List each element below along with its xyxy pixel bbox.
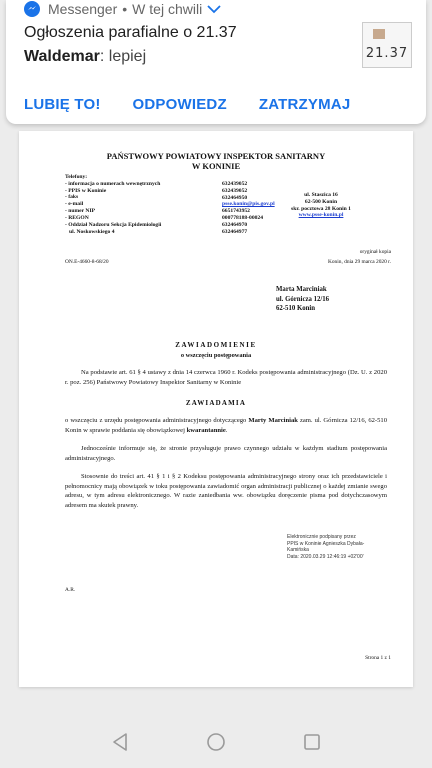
- contact-row: - REGON: [65, 214, 89, 221]
- address-line: 62-500 Konin: [304, 198, 338, 205]
- address-block: [291, 192, 351, 219]
- reply-button[interactable]: ODPOWIEDZ: [132, 96, 227, 113]
- chevron-down-icon[interactable]: [207, 4, 221, 14]
- contact-row: ul. Noskowskiego 4: [69, 228, 115, 235]
- contact-value: 000778188-00024: [222, 215, 264, 222]
- contact-row: - numer NIP: [65, 208, 96, 215]
- notification-message: [24, 48, 146, 66]
- paragraph-participation: Jednocześnie informuje się, że stronie przysługuje prawo czynnego udziału w każdym stadium postępowania administracyjnego.: [65, 445, 387, 462]
- case-reference: ON.E-4660-8-68/20: [65, 259, 109, 265]
- contact-value: [222, 201, 275, 208]
- contact-row: - faks: [65, 194, 79, 201]
- original-copy-label: oryginał kopia: [359, 249, 391, 255]
- notification-actions: [24, 96, 350, 113]
- app-name: Messenger: [48, 1, 118, 17]
- contact-row: - informacja o numerach wewnętrznych: [65, 180, 161, 187]
- phones-values: [222, 181, 275, 236]
- doc-header-line2: W KONINIE: [191, 161, 241, 171]
- quarantine-text: kwarantannie: [186, 426, 226, 434]
- phones-block: [65, 174, 161, 235]
- contact-value: 6651743952: [222, 208, 250, 215]
- system-nav-bar: [0, 716, 432, 768]
- phones-label: Telefony:: [65, 174, 88, 180]
- address-line: skr. pocztowa 28 Konin 1: [291, 205, 351, 212]
- website-link[interactable]: www.psse-konin.pl: [298, 212, 344, 219]
- notice-subtitle: o wszczęciu postępowania: [180, 352, 252, 359]
- sender-name: Waldemar: [24, 48, 100, 65]
- contact-row: - e-mail: [65, 201, 84, 208]
- separator: •: [122, 1, 128, 17]
- contact-row: - PPIS w Koninie: [65, 187, 107, 194]
- document-date: Konin, dnia 29 marca 2020 r.: [327, 259, 391, 265]
- notification-title: Ogłoszenia parafialne o 21.37: [24, 24, 237, 41]
- contact-value: 632439052: [222, 181, 248, 187]
- contact-value: 632464970: [222, 221, 248, 228]
- contact-row: - Oddział Nadzoru Sekcja Epidemiologii: [65, 221, 162, 228]
- message-text: : lepiej: [99, 48, 147, 65]
- doc-header-line1: PAŃSTWOWY POWIATOWY INSPEKTOR SANITARNY: [106, 151, 326, 161]
- recipient-name: Marta Marciniak: [276, 286, 327, 293]
- document-page: [19, 131, 413, 687]
- page-number: Strona 1 z 1: [365, 655, 391, 661]
- notice-title: ZAWIADOMIENIE: [175, 341, 257, 349]
- email-link[interactable]: psse.konin@pis.gov.pl: [222, 201, 275, 208]
- subject-name: Marty Marciniak: [248, 417, 298, 424]
- messenger-icon: [24, 1, 40, 17]
- paragraph-address-duty: Stosownie do treści art. 41 § 1 i § 2 Kodeksu postępowania administracyjnego strony oraz ich przedstawiciele i pełnomocnicy mają obowiązek w toku postępowania zawiadomić organ administracji publicznej o każdej zmianie swego adresu, w tym adresu elektronicznego. W razie zaniedbania ww. obowiązku doręczenie pisma pod dotychczasowym adresem ma skutek prawny.: [65, 473, 387, 509]
- recipient-block: [276, 285, 329, 314]
- recents-icon[interactable]: [300, 730, 324, 754]
- paragraph-proceedings: o wszczęciu z urzędu postępowania administracyjnego dotyczącego Marty Marciniak zam. ul. Górnicza 12/16, 62-510 Konin w sprawie poddania się obowiązkowej kwarantannie.: [65, 417, 387, 434]
- contact-value: 632464950: [222, 194, 248, 201]
- home-icon[interactable]: [204, 730, 228, 754]
- messenger-notification[interactable]: [6, 0, 426, 124]
- address-line: ul. Staszica 16: [304, 192, 338, 198]
- thumbnail-text: 21.37: [365, 46, 409, 61]
- recipient-city: 62-510 Konin: [276, 305, 316, 313]
- recipient-street: ul. Górnicza 12/16: [276, 295, 330, 303]
- paragraph-legal-basis: Na podstawie art. 61 § 4 ustawy z dnia 14 czerwca 1960 r. Kodeks postępowania administracyjnego (Dz. U. z 2020 r. poz. 256) Państwowy Powiatowy Inspektor Sanitarny w Koninie: [65, 369, 387, 386]
- notification-header: [24, 1, 221, 17]
- notification-time: W tej chwili: [132, 1, 203, 17]
- contact-value: 632464977: [222, 228, 248, 235]
- contact-value: 632439052: [222, 187, 248, 194]
- like-button[interactable]: LUBIĘ TO!: [24, 96, 101, 113]
- electronic-signature: Elektronicznie podpisany przez PPIS w Koninie Agnieszka Dybała- Kamińska Data: 2020.03.29 12:46:19 +02'00': [287, 534, 365, 560]
- thumbnail-photo: [373, 29, 385, 39]
- back-icon[interactable]: [108, 730, 132, 754]
- author-initials: A.R.: [65, 587, 76, 593]
- chat-thumbnail: [362, 22, 412, 68]
- mute-button[interactable]: ZATRZYMAJ: [258, 96, 351, 113]
- notifies-heading: ZAWIADAMIA: [185, 399, 247, 407]
